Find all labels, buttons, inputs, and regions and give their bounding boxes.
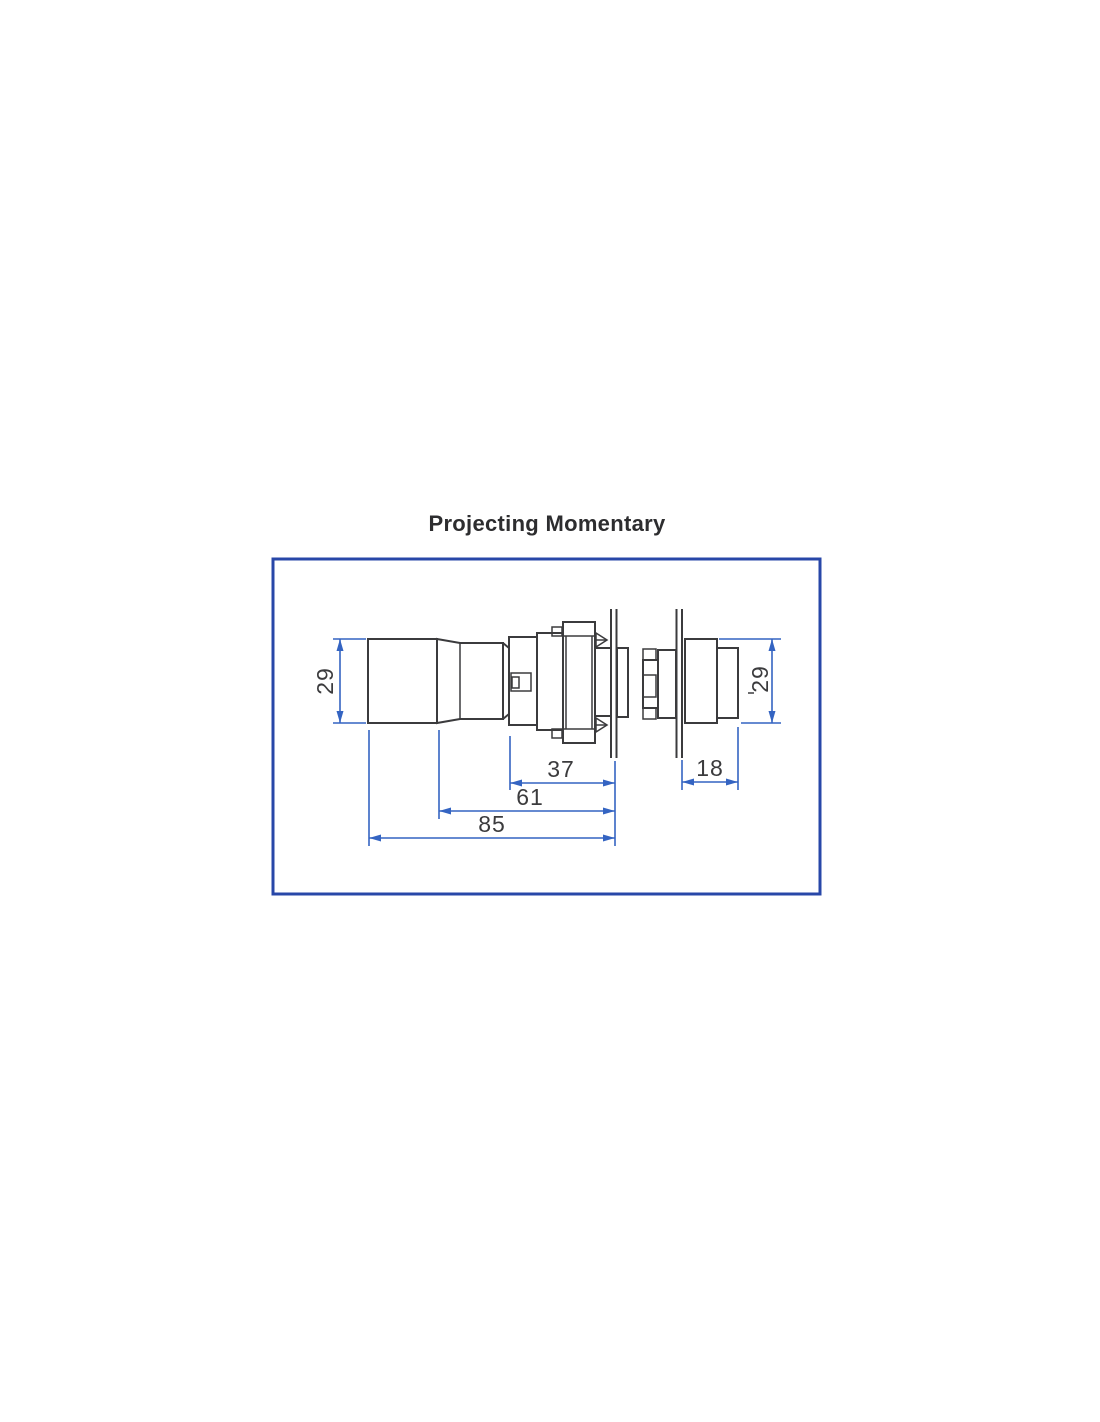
dim-85-label: 85 (478, 811, 506, 837)
mounting-collar-outline (563, 622, 595, 743)
holder-body-outline (509, 637, 537, 725)
left-view-assembly (368, 609, 628, 758)
dim-cap-height (312, 639, 366, 723)
dim-85-arrow-right (603, 835, 615, 842)
flange-section-outline (537, 633, 563, 730)
dim-total-length (369, 730, 615, 846)
dim-head-height-arrow-bottom (769, 711, 776, 723)
dim-18-label: 18 (696, 755, 724, 781)
dim-61-arrow-right (603, 808, 615, 815)
rear-bottom-tab (643, 708, 656, 719)
dim-61-arrow-left (439, 808, 451, 815)
dim-37-arrow-right (603, 780, 615, 787)
dim-behind-panel-depth (510, 736, 615, 790)
dim-18-arrow-right (726, 779, 738, 786)
dim-head-height (719, 639, 781, 723)
dimension-annotations (312, 639, 781, 846)
dim-85-arrow-left (369, 835, 381, 842)
bezel-outline (685, 639, 717, 723)
cap-taper-section (437, 639, 503, 723)
rear-top-tab (643, 649, 656, 660)
dim-37-label: 37 (547, 756, 575, 782)
dim-front-projection (682, 727, 738, 790)
button-face-outline (717, 648, 738, 718)
dim-head-height-arrow-top (769, 639, 776, 651)
dim-61-label: 61 (516, 784, 544, 810)
button-cap-outline (368, 639, 437, 723)
diagram-frame (273, 559, 820, 894)
page-title: Projecting Momentary (428, 511, 666, 536)
behind-panel-stub (617, 648, 628, 717)
dim-cap-height-arrow-bottom (337, 711, 344, 723)
right-view-head (643, 609, 738, 758)
rear-step-body (658, 650, 676, 718)
top-hook (552, 627, 562, 636)
dim-cap-height-label: 29 (312, 667, 338, 695)
dim-cap-height-arrow-top (337, 639, 344, 651)
latch-window-inner (512, 677, 519, 688)
rear-latch-window (643, 675, 656, 697)
dim-18-arrow-left (682, 779, 694, 786)
dim-head-height-label: 29 (747, 665, 773, 693)
